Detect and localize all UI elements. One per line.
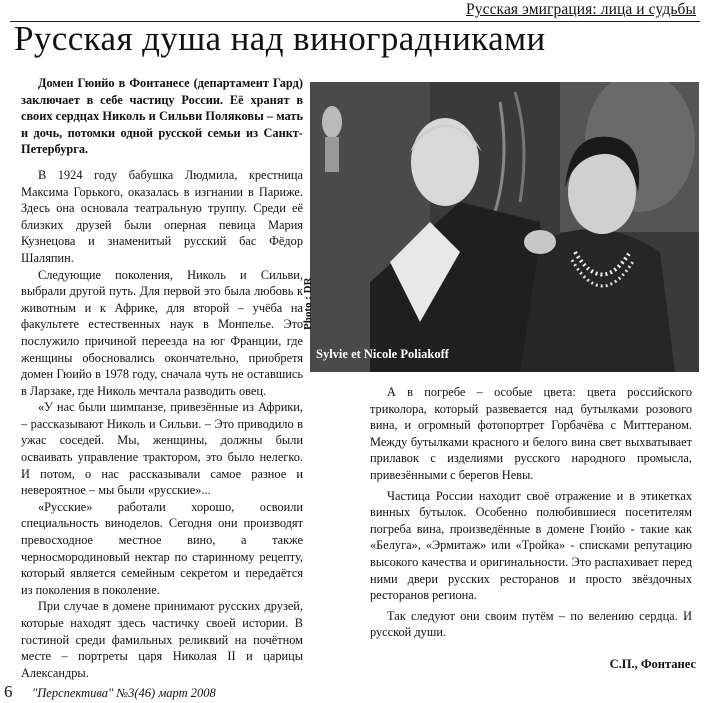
page-footer bbox=[4, 682, 216, 702]
body-paragraph: Частица России находит своё отражение и в этикетках винных бутылок. Особенно полюбившиеся посетителям погреба вина, произведённые в домене Гюийо - такие как «Белуга», «Эрмитаж» или «Тройка» - списками репутацию высокого качества и оригинальности. Это распахивает перед ними двери русских ресторанов и просто звёздочных ресторанов региона. bbox=[370, 488, 692, 603]
body-paragraph: Следующие поколения, Николь и Сильви, выбрали другой путь. Для первой это была любовь к животным и к Африке, для второй – учёба на факультете естественных наук в Монпелье. Это послужило причиной переезда на юг Франции, где женщины обосновались окончательно, приобретя домен Гюийо в 1978 году, сначала чуть не оставшись в Ларзаке, где Николь мечтала разводить овец. bbox=[21, 267, 303, 398]
photo-caption: Sylvie et Nicole Poliakoff bbox=[316, 347, 449, 361]
author-signature: С.П., Фонтанес bbox=[609, 657, 696, 671]
body-paragraph: «У нас были шимпанзе, привезённые из Африки, – рассказывают Николь и Сильви. – Это приводило в ужас соседей. Мы, женщины, должны были осваивать управление трактором, это было нелегко. И потом, о нас рассказывали самое разное и невероятное – мы были «русские»... bbox=[21, 400, 303, 498]
lead-paragraph: Домен Гюийо в Фонтанесе (департамент Гард) заключает в себе частицу России. Её хранят в своих сердцах Николь и Сильви Поляковы – мать и дочь, потомки одной русской семьи из Санкт-Петербурга. bbox=[21, 76, 303, 157]
body-paragraph: В 1924 году бабушка Людмила, крестница Максима Горького, оказалась в изгнании в Париже. Здесь она основала театральную труппу. Среди её близких друзей были оперная певица Мария Кузнецова и знаменитый русский бас Фёдор Шаляпин. bbox=[21, 167, 303, 265]
right-column bbox=[370, 384, 692, 641]
body-paragraph: «Русские» работали хорошо, освоили специальность виноделов. Сегодня они производят превосходное местное вино, а также черносмородиновый нектар по старинному рецепту, который является семейным секретом и передаётся из поколения в поколение. bbox=[21, 499, 303, 597]
body-paragraph: Так следуют они своим путём – по велению сердца. И русской души. bbox=[370, 608, 692, 640]
issue-info: "Перспектива" №3(46) март 2008 bbox=[32, 686, 216, 700]
left-column bbox=[21, 75, 303, 681]
body-paragraph: При случае в домене принимают русских друзей, которые находят здесь частичку своей истории. В гостиной среди фамильных реликвий на почётном месте – портреты царя Николая II и царицы Александры. bbox=[21, 599, 303, 680]
section-label: Русская эмиграция: лица и судьбы bbox=[466, 1, 696, 18]
photo-credit: Photo : DR bbox=[302, 277, 314, 330]
portrait-illustration bbox=[310, 82, 699, 372]
page-number: 6 bbox=[4, 682, 13, 701]
article-headline: Русская душа над виноградниками bbox=[14, 19, 546, 58]
body-paragraph: А в погребе – особые цвета: цвета российского триколора, который развевается над бутылками розового вина, и огромный фотопортрет Горбачёва с Миттераном. Между бутылками красного и белого вина свет выхватывает прилавок с изделиями русского народного промысла, привезёнными с берегов Невы. bbox=[370, 385, 692, 482]
article-photo bbox=[310, 82, 699, 372]
